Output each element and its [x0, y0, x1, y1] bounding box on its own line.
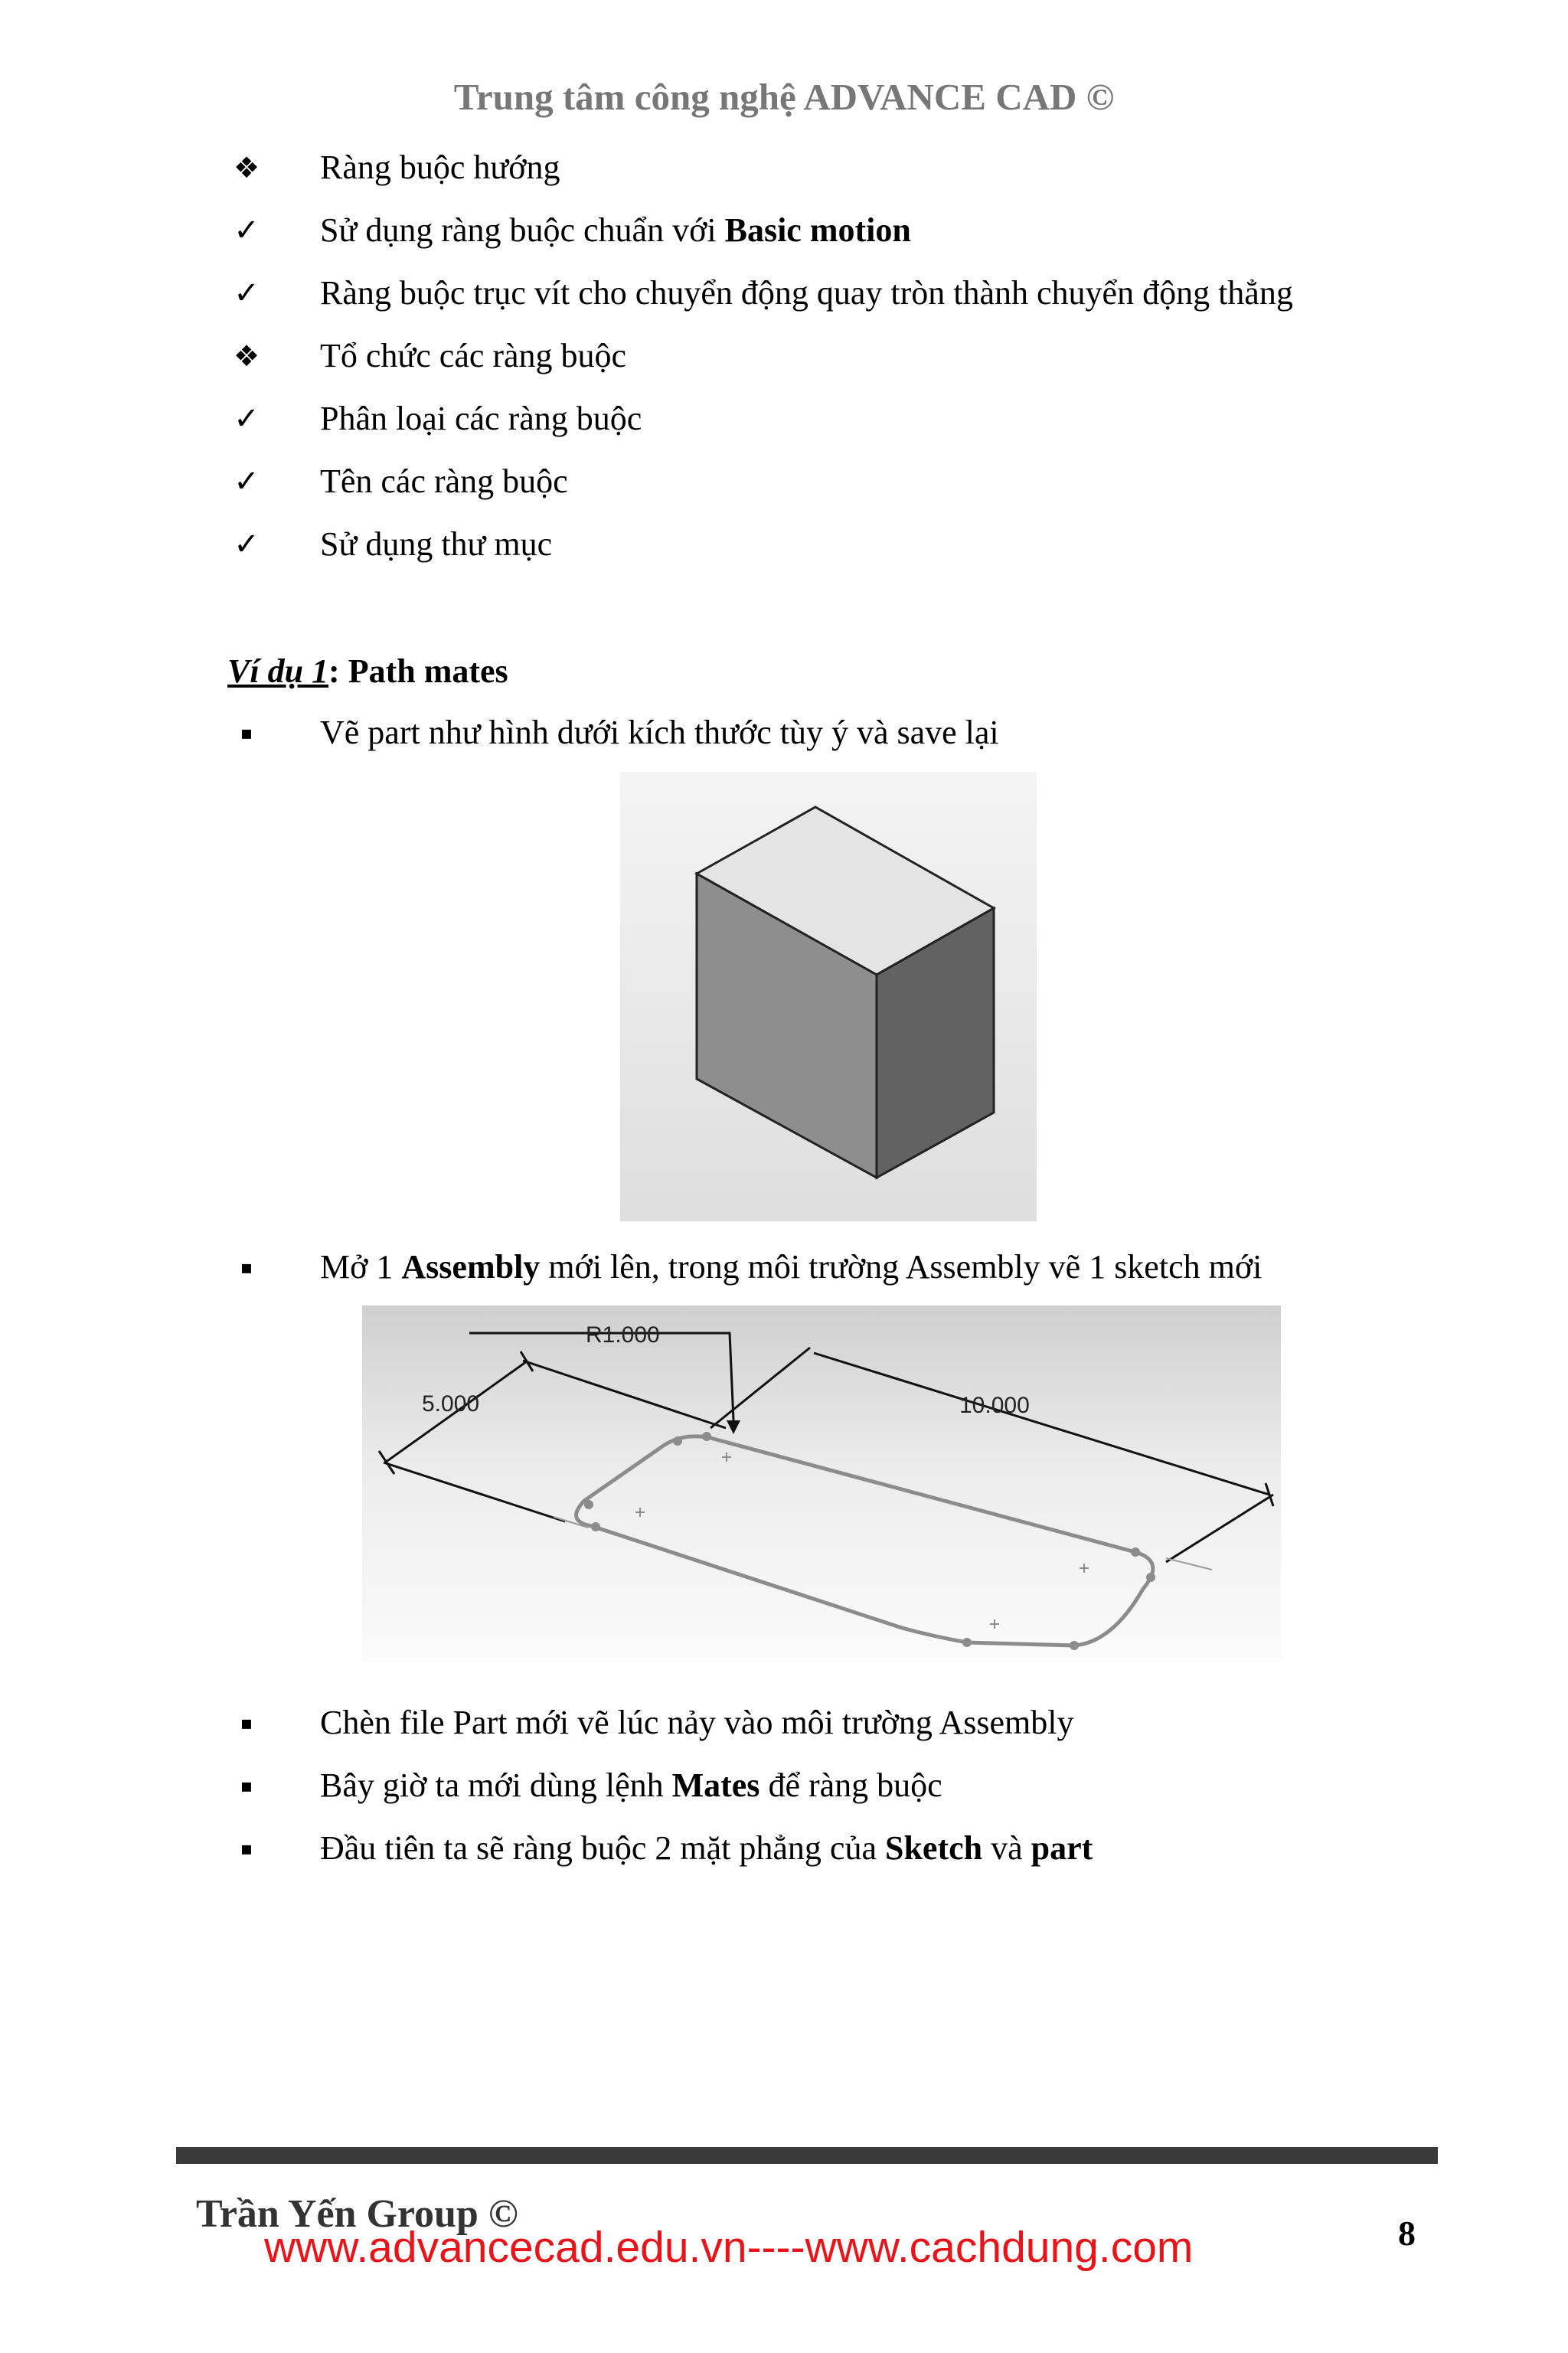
- step-text: Đầu tiên ta sẽ ràng buộc 2 mặt phẳng của Sketch và part: [320, 1829, 1093, 1867]
- step-text: Chèn file Part mới vẽ lúc nảy vào môi trường Assembly: [320, 1704, 1074, 1741]
- step-text: Bây giờ ta mới dùng lệnh Mates để ràng buộc: [320, 1766, 942, 1804]
- square-bullet-icon: ▪: [240, 722, 253, 743]
- list-item-text: Tổ chức các ràng buộc: [320, 337, 627, 374]
- sketch-image: [362, 1306, 1281, 1662]
- list-item-text: Tên các ràng buộc: [320, 462, 568, 500]
- radius-dimension-label: R1.000: [586, 1322, 660, 1348]
- list-item-text: Sử dụng ràng buộc chuẩn với Basic motion: [320, 211, 911, 249]
- box-part-image: [620, 772, 1037, 1221]
- step-text: Vẽ part như hình dưới kích thước tùy ý và save lại: [320, 714, 999, 751]
- square-bullet-icon: ▪: [240, 1712, 253, 1734]
- footer-divider: [176, 2147, 1438, 2164]
- list-item-text: Ràng buộc hướng: [320, 149, 560, 186]
- page-number: 8: [1398, 2214, 1416, 2253]
- footer-author: Trần Yến Group ©: [196, 2192, 518, 2236]
- length-dimension-label: 10.000: [959, 1393, 1030, 1418]
- check-bullet-icon: ✓: [234, 401, 260, 436]
- step-text: Mở 1 Assembly mới lên, trong môi trường Assembly vẽ 1 sketch mới: [320, 1248, 1263, 1286]
- example-heading: [227, 645, 508, 698]
- list-item-text: Ràng buộc trục vít cho chuyển động quay tròn thành chuyển động thẳng: [320, 274, 1293, 312]
- example-title: : Path mates: [328, 652, 508, 690]
- list-item-text: Sử dụng thư mục: [320, 525, 553, 563]
- width-dimension-label: 5.000: [422, 1391, 480, 1417]
- footer-url-link[interactable]: www.advancecad.edu.vn----www.cachdung.com: [264, 2223, 1194, 2272]
- check-bullet-icon: ✓: [234, 213, 260, 248]
- square-bullet-icon: ▪: [240, 1257, 253, 1278]
- page-header: Trung tâm công nghệ ADVANCE CAD ©: [453, 76, 1115, 118]
- example-label: Ví dụ 1: [227, 652, 329, 690]
- list-item-text: Phân loại các ràng buộc: [320, 400, 642, 437]
- check-bullet-icon: ✓: [234, 276, 260, 311]
- diamond-bullet-icon: ❖: [233, 151, 260, 185]
- check-bullet-icon: ✓: [234, 464, 260, 499]
- check-bullet-icon: ✓: [234, 527, 260, 562]
- square-bullet-icon: ▪: [240, 1838, 253, 1859]
- diamond-bullet-icon: ❖: [233, 339, 260, 373]
- square-bullet-icon: ▪: [240, 1775, 253, 1796]
